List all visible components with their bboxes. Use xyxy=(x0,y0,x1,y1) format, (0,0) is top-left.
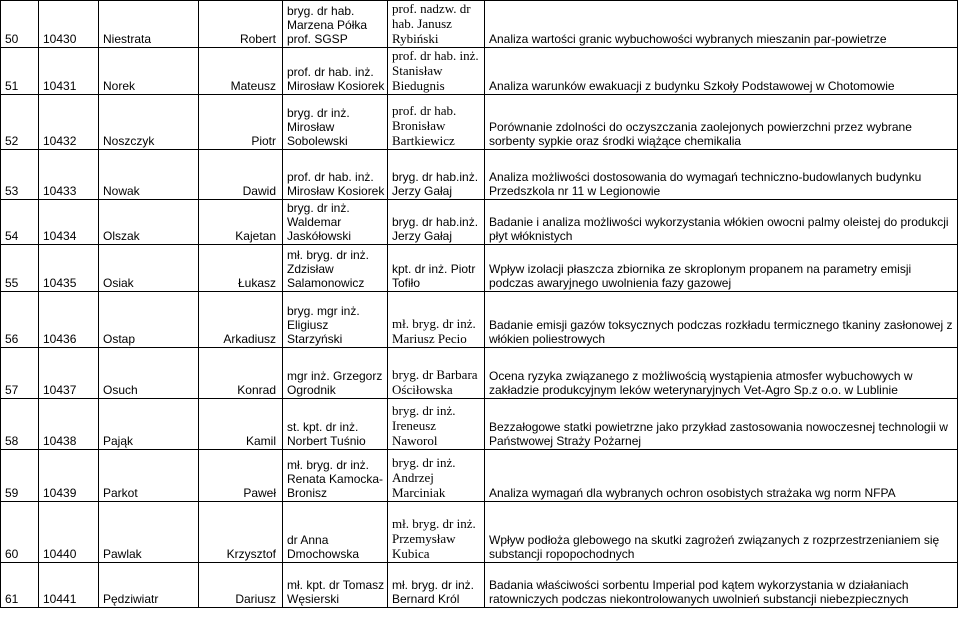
thesis-title-cell: Badania właściwości sorbentu Imperial pod kątem wykorzystania w działaniach ratowniczych podczas niekontrolowanych uwolnień substancji niebezpiecznych xyxy=(485,563,958,608)
row-number-cell: 61 xyxy=(1,563,39,608)
table-row xyxy=(1,450,958,502)
table-row xyxy=(1,292,958,348)
student-id-cell: 10431 xyxy=(39,48,99,95)
thesis-title-cell: Wpływ podłoża glebowego na skutki zagrożeń związanych z rozprzestrzenianiem się substancji ropopochodnych xyxy=(485,502,958,563)
supervisor-cell: prof. dr hab. inż. Mirosław Kosiorek xyxy=(283,150,388,200)
thesis-title-cell: Analiza warunków ewakuacji z budynku Szkoły Podstawowej w Chotomowie xyxy=(485,48,958,95)
thesis-title-cell: Wpływ izolacji płaszcza zbiornika ze skroplonym propanem na parametry emisji podczas awaryjnego uwolnienia fazy gazowej xyxy=(485,245,958,292)
table-row xyxy=(1,95,958,150)
last-name-cell: Ostap xyxy=(99,292,199,348)
table-row xyxy=(1,563,958,608)
thesis-title-cell: Badanie emisji gazów toksycznych podczas rozkładu termicznego tkaniny zasłonowej z włókien poliestrowych xyxy=(485,292,958,348)
table-row xyxy=(1,502,958,563)
first-name-cell: Kamil xyxy=(199,399,283,450)
last-name-cell: Parkot xyxy=(99,450,199,502)
first-name-cell: Kajetan xyxy=(199,200,283,245)
reviewer-cell: prof. nadzw. dr hab. Janusz Rybiński xyxy=(388,1,485,48)
thesis-title-cell: Porównanie zdolności do oczyszczania zaolejonych powierzchni przez wybrane sorbenty sypkie oraz środki wiążące chemikalia xyxy=(485,95,958,150)
reviewer-cell: bryg. dr Barbara Ościłowska xyxy=(388,348,485,399)
supervisor-cell: prof. dr hab. inż. Mirosław Kosiorek xyxy=(283,48,388,95)
reviewer-cell: kpt. dr inż. Piotr Tofiło xyxy=(388,245,485,292)
row-number-cell: 54 xyxy=(1,200,39,245)
student-id-cell: 10438 xyxy=(39,399,99,450)
last-name-cell: Pająk xyxy=(99,399,199,450)
first-name-cell: Mateusz xyxy=(199,48,283,95)
last-name-cell: Osiak xyxy=(99,245,199,292)
last-name-cell: Niestrata xyxy=(99,1,199,48)
supervisor-cell: bryg. dr hab. Marzena Półka prof. SGSP xyxy=(283,1,388,48)
thesis-title-cell: Analiza możliwości dostosowania do wymagań techniczno-budowlanych budynku Przedszkola nr 11 w Legionowie xyxy=(485,150,958,200)
row-number-cell: 58 xyxy=(1,399,39,450)
table-row xyxy=(1,245,958,292)
supervisor-cell: bryg. dr inż. Mirosław Sobolewski xyxy=(283,95,388,150)
row-number-cell: 52 xyxy=(1,95,39,150)
student-id-cell: 10441 xyxy=(39,563,99,608)
last-name-cell: Osuch xyxy=(99,348,199,399)
first-name-cell: Dariusz xyxy=(199,563,283,608)
thesis-title-cell: Analiza wymagań dla wybranych ochron osobistych strażaka wg norm NFPA xyxy=(485,450,958,502)
student-id-cell: 10433 xyxy=(39,150,99,200)
row-number-cell: 53 xyxy=(1,150,39,200)
reviewer-cell: mł. bryg. dr inż. Przemysław Kubica xyxy=(388,502,485,563)
supervisor-cell: mł. bryg. dr inż. Zdzisław Salamonowicz xyxy=(283,245,388,292)
last-name-cell: Olszak xyxy=(99,200,199,245)
row-number-cell: 60 xyxy=(1,502,39,563)
student-id-cell: 10435 xyxy=(39,245,99,292)
student-id-cell: 10432 xyxy=(39,95,99,150)
table-row xyxy=(1,200,958,245)
first-name-cell: Konrad xyxy=(199,348,283,399)
student-id-cell: 10437 xyxy=(39,348,99,399)
supervisor-cell: mgr inż. Grzegorz Ogrodnik xyxy=(283,348,388,399)
first-name-cell: Arkadiusz xyxy=(199,292,283,348)
table-row xyxy=(1,150,958,200)
reviewer-cell: bryg. dr hab.inż. Jerzy Gałaj xyxy=(388,150,485,200)
student-id-cell: 10434 xyxy=(39,200,99,245)
table-row xyxy=(1,1,958,48)
student-id-cell: 10439 xyxy=(39,450,99,502)
row-number-cell: 51 xyxy=(1,48,39,95)
thesis-title-cell: Ocena ryzyka związanego z możliwością wystąpienia atmosfer wybuchowych w zakładzie produkcyjnym leków weterynaryjnych Vet-Agro Sp.z o.o. w Lublinie xyxy=(485,348,958,399)
reviewer-cell: prof. dr hab. inż. Stanisław Biedugnis xyxy=(388,48,485,95)
first-name-cell: Łukasz xyxy=(199,245,283,292)
first-name-cell: Piotr xyxy=(199,95,283,150)
last-name-cell: Norek xyxy=(99,48,199,95)
row-number-cell: 56 xyxy=(1,292,39,348)
thesis-title-cell: Badanie i analiza możliwości wykorzystania włókien owocni palmy oleistej do produkcji płyt włóknistych xyxy=(485,200,958,245)
supervisor-cell: mł. kpt. dr Tomasz Węsierski xyxy=(283,563,388,608)
first-name-cell: Robert xyxy=(199,1,283,48)
student-id-cell: 10430 xyxy=(39,1,99,48)
table-row xyxy=(1,48,958,95)
last-name-cell: Nowak xyxy=(99,150,199,200)
first-name-cell: Paweł xyxy=(199,450,283,502)
supervisor-cell: bryg. dr inż. Waldemar Jaskółowski xyxy=(283,200,388,245)
last-name-cell: Noszczyk xyxy=(99,95,199,150)
student-id-cell: 10436 xyxy=(39,292,99,348)
last-name-cell: Pawlak xyxy=(99,502,199,563)
supervisor-cell: mł. bryg. dr inż. Renata Kamocka-Bronisz xyxy=(283,450,388,502)
thesis-title-cell: Bezzałogowe statki powietrzne jako przykład zastosowania nowoczesnej technologii w Państwowej Straży Pożarnej xyxy=(485,399,958,450)
first-name-cell: Dawid xyxy=(199,150,283,200)
row-number-cell: 50 xyxy=(1,1,39,48)
reviewer-cell: bryg. dr hab.inż. Jerzy Gałaj xyxy=(388,200,485,245)
thesis-title-cell: Analiza wartości granic wybuchowości wybranych mieszanin par-powietrze xyxy=(485,1,958,48)
reviewer-cell: mł. bryg. dr inż. Bernard Król xyxy=(388,563,485,608)
table-row xyxy=(1,348,958,399)
reviewer-cell: bryg. dr inż. Andrzej Marciniak xyxy=(388,450,485,502)
row-number-cell: 57 xyxy=(1,348,39,399)
supervisor-cell: bryg. mgr inż. Eligiusz Starzyński xyxy=(283,292,388,348)
last-name-cell: Pędziwiatr xyxy=(99,563,199,608)
reviewer-cell: prof. dr hab. Bronisław Bartkiewicz xyxy=(388,95,485,150)
supervisor-cell: st. kpt. dr inż. Norbert Tuśnio xyxy=(283,399,388,450)
reviewer-cell: mł. bryg. dr inż. Mariusz Pecio xyxy=(388,292,485,348)
row-number-cell: 59 xyxy=(1,450,39,502)
student-id-cell: 10440 xyxy=(39,502,99,563)
table-row xyxy=(1,399,958,450)
row-number-cell: 55 xyxy=(1,245,39,292)
first-name-cell: Krzysztof xyxy=(199,502,283,563)
supervisor-cell: dr Anna Dmochowska xyxy=(283,502,388,563)
reviewer-cell: bryg. dr inż. Ireneusz Naworol xyxy=(388,399,485,450)
